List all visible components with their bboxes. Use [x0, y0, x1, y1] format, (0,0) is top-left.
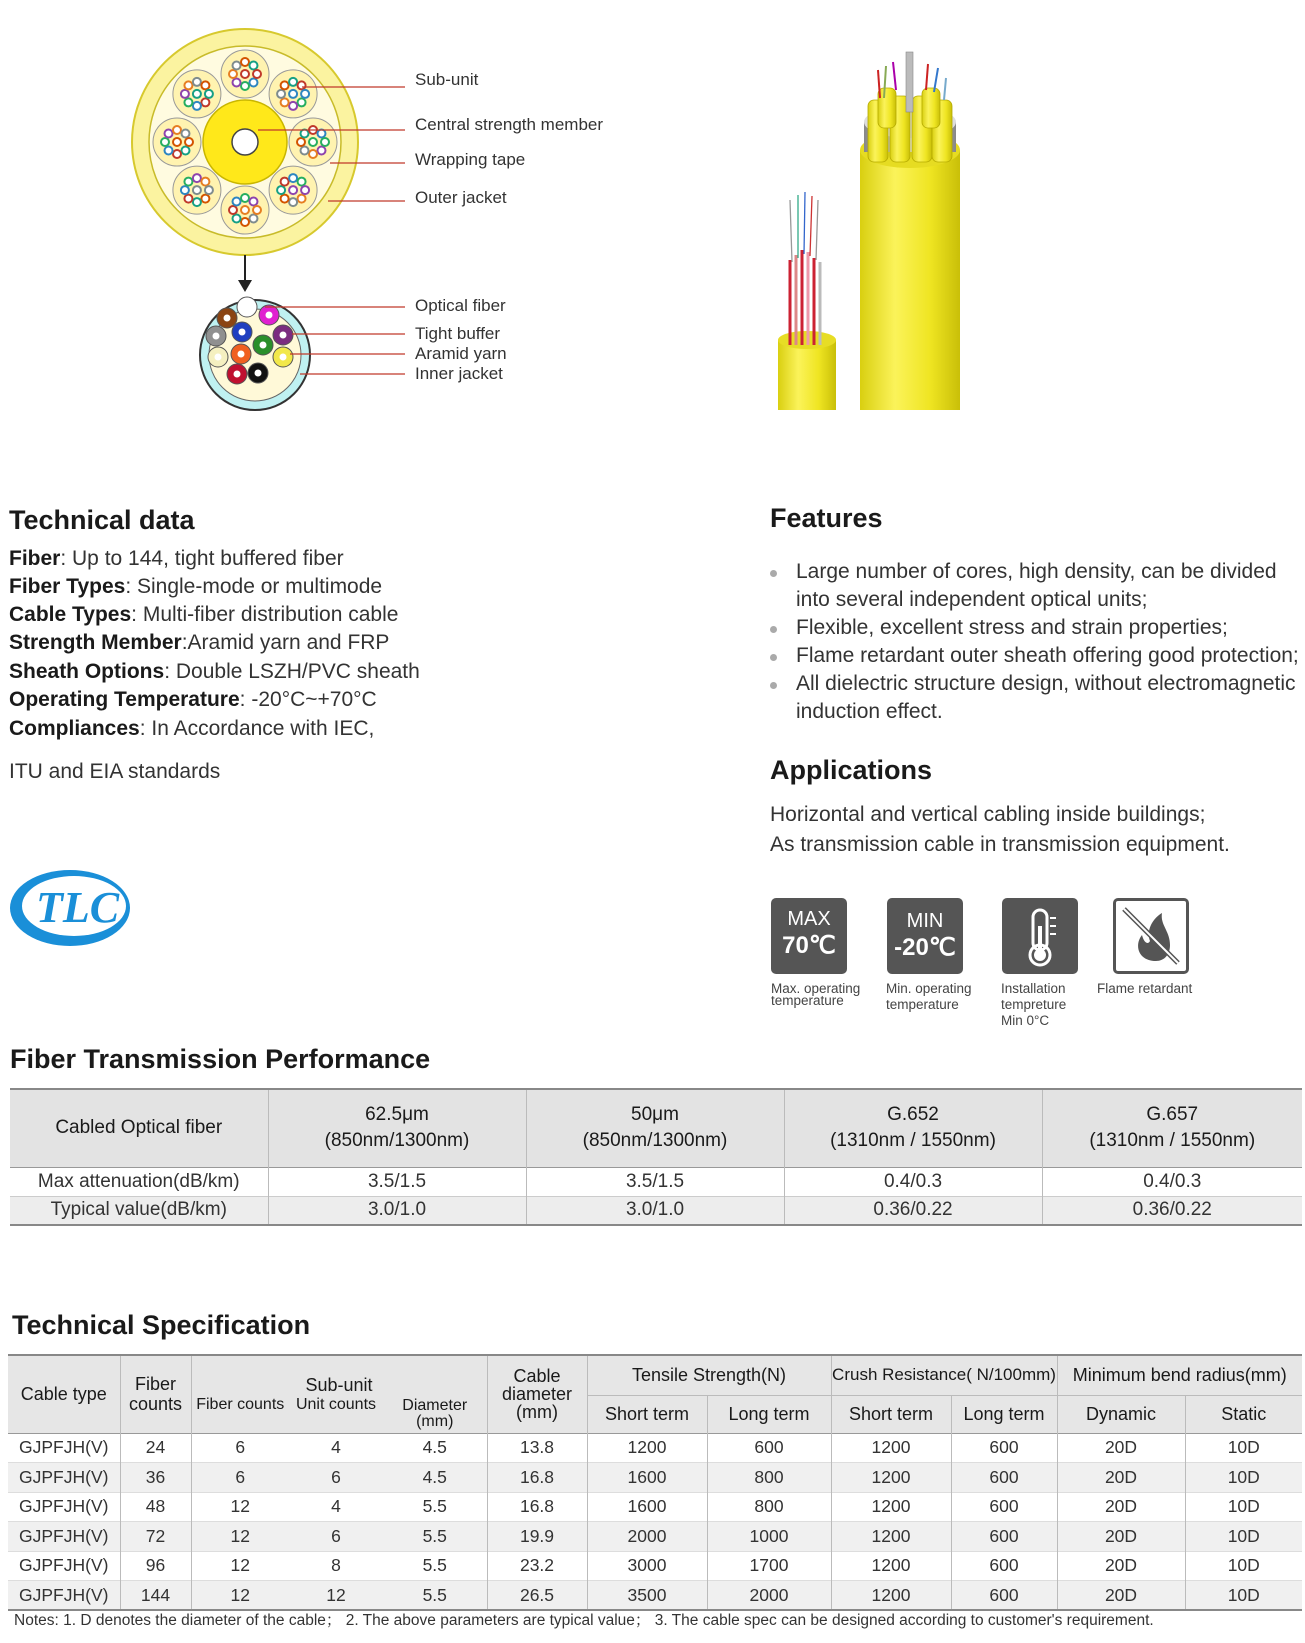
label-tight-buffer: Tight buffer — [415, 324, 501, 343]
table-cell: 12 — [326, 1584, 346, 1605]
feature-item: Flame retardant outer sheath offering good protection; — [768, 642, 1304, 670]
fiber-transmission-title: Fiber Transmission Performance — [10, 1044, 431, 1074]
tech-data-continuation: ITU and EIA standards — [9, 760, 221, 783]
table-cell: 10D — [1185, 1463, 1302, 1493]
table-cell: 8 — [331, 1555, 341, 1576]
table-cell: 20D — [1057, 1433, 1185, 1463]
max-temp-icon: MAX 70℃ — [771, 898, 847, 974]
table-cell: 12 — [191, 1492, 289, 1522]
tech-spec-title: Technical Specification — [12, 1310, 311, 1340]
label-inner-jacket: Inner jacket — [415, 364, 503, 383]
max-temp-caption: Max. operating temperature — [771, 981, 861, 1008]
table-cell: 800 — [707, 1463, 831, 1493]
feature-item: All dielectric structure design, without electromagnetic induction effect. — [768, 670, 1304, 726]
tlc-logo — [8, 868, 133, 948]
table-cell: 3.0/1.0 — [268, 1196, 526, 1225]
table-cell: 6 — [191, 1463, 289, 1493]
table-cell: 10D — [1185, 1522, 1302, 1552]
table-cell: 5.5 — [422, 1584, 447, 1605]
install-temp-caption: Installation tempreture Min 0°C — [1001, 981, 1067, 1028]
table-cell: GJPFJH(V) — [19, 1584, 109, 1605]
table-cell: 1200 — [587, 1433, 707, 1463]
table-cell: 0.36/0.22 — [784, 1196, 1042, 1225]
tlc-logo-mark — [8, 868, 133, 948]
header-bend: Minimum bend radius(mm) — [1057, 1355, 1302, 1395]
table-cell: 6 — [191, 1433, 289, 1463]
table-cell: 1700 — [707, 1551, 831, 1581]
table-cell: GJPFJH(V) — [19, 1555, 109, 1576]
header-fiber-counts: Fiber counts — [120, 1355, 191, 1433]
applications-title: Applications — [770, 755, 933, 785]
table-cell: 19.9 — [487, 1522, 587, 1552]
table-cell: 1200 — [831, 1551, 951, 1581]
header-cell: G.652 (1310nm / 1550nm) — [784, 1089, 1042, 1167]
header-cell: G.657 (1310nm / 1550nm) — [1042, 1089, 1302, 1167]
header-crush-short: Short term — [831, 1395, 951, 1433]
tech-data-line: Compliances: In Accordance with IEC, — [9, 717, 375, 740]
table-cell: 10D — [1185, 1551, 1302, 1581]
table-cell: 600 — [951, 1551, 1057, 1581]
fiber-transmission-table — [10, 1088, 1302, 1226]
table-cell: 600 — [951, 1581, 1057, 1611]
header-tensile: Tensile Strength(N) — [587, 1355, 831, 1395]
table-cell: 2000 — [707, 1581, 831, 1611]
table-cell: 600 — [951, 1433, 1057, 1463]
table-cell: 96 — [120, 1551, 191, 1581]
table-cell: 800 — [707, 1492, 831, 1522]
table-cell: 12 — [191, 1522, 289, 1552]
header-sub-unit-counts: Unit counts — [295, 1396, 377, 1413]
table-row — [8, 1551, 1302, 1581]
flame-retardant-caption: Flame retardant — [1097, 981, 1193, 996]
table-cell: 20D — [1057, 1522, 1185, 1552]
table-cell: 3000 — [587, 1551, 707, 1581]
header-crush: Crush Resistance( N/100mm) — [831, 1355, 1057, 1395]
min-temp-icon: MIN -20℃ — [887, 898, 963, 974]
table-cell: 600 — [707, 1433, 831, 1463]
min-temp-caption: Min. operating temperature — [886, 981, 972, 1012]
table-cell: 5.5 — [422, 1555, 447, 1576]
table-cell: 0.4/0.3 — [784, 1167, 1042, 1196]
table-cell: 1200 — [831, 1463, 951, 1493]
feature-item: Flexible, excellent stress and strain properties; — [768, 614, 1304, 642]
table-cell: 5.5 — [422, 1525, 447, 1546]
table-cell: 23.2 — [487, 1551, 587, 1581]
header-tensile-long: Long term — [707, 1395, 831, 1433]
tech-data-line: Operating Temperature: -20°C~+70°C — [9, 688, 377, 711]
table-cell: 0.36/0.22 — [1042, 1196, 1302, 1225]
table-cell: 4.5 — [422, 1466, 447, 1487]
table-cell: 600 — [951, 1492, 1057, 1522]
table-cell: 48 — [120, 1492, 191, 1522]
header-cell: 62.5μm (850nm/1300nm) — [268, 1089, 526, 1167]
table-cell: GJPFJH(V) — [19, 1437, 109, 1458]
table-cell: 1200 — [831, 1492, 951, 1522]
table-row — [8, 1433, 1302, 1463]
table-cell: 1000 — [707, 1522, 831, 1552]
application-line: Horizontal and vertical cabling inside buildings; — [770, 803, 1206, 826]
table-cell: 1600 — [587, 1492, 707, 1522]
header-sub-unit: Sub-unit — [191, 1355, 487, 1395]
table-cell: 12 — [191, 1581, 289, 1611]
table-cell: 1200 — [831, 1433, 951, 1463]
feature-item: Large number of cores, high density, can be divided into several independent optical units; — [768, 558, 1304, 614]
table-cell: 4 — [331, 1496, 341, 1517]
tech-data-line: Fiber: Up to 144, tight buffered fiber — [9, 547, 344, 570]
header-bend-dynamic: Dynamic — [1057, 1395, 1185, 1433]
application-line: As transmission cable in transmission equipment. — [770, 833, 1230, 856]
table-cell: 26.5 — [487, 1581, 587, 1611]
table-cell: Typical value(dB/km) — [50, 1199, 227, 1221]
header-cell: 50μm (850nm/1300nm) — [526, 1089, 784, 1167]
table-row — [10, 1167, 1302, 1196]
technical-data-title: Technical data — [9, 505, 195, 535]
table-cell: 3500 — [587, 1581, 707, 1611]
table-cell: 1200 — [831, 1581, 951, 1611]
table-header-row — [8, 1395, 1302, 1433]
table-cell: 10D — [1185, 1581, 1302, 1611]
features-list — [768, 558, 1304, 726]
table-cell: 24 — [120, 1433, 191, 1463]
table-row — [10, 1196, 1302, 1225]
tech-data-line: Strength Member:Aramid yarn and FRP — [9, 631, 390, 654]
flame-retardant-icon — [1113, 898, 1189, 974]
label-optical-fiber: Optical fiber — [415, 296, 506, 315]
table-cell: 12 — [191, 1551, 289, 1581]
table-cell: 16.8 — [487, 1492, 587, 1522]
tech-data-line: Fiber Types: Single-mode or multimode — [9, 575, 383, 598]
table-cell: 13.8 — [487, 1433, 587, 1463]
header-cell: Cabled Optical fiber — [10, 1089, 268, 1167]
table-cell: 20D — [1057, 1581, 1185, 1611]
table-cell: 20D — [1057, 1463, 1185, 1493]
label-outer-jacket: Outer jacket — [415, 188, 507, 207]
label-wrapping-tape: Wrapping tape — [415, 150, 526, 169]
table-cell: 3.5/1.5 — [526, 1167, 784, 1196]
table-cell: 6 — [331, 1466, 341, 1487]
table-cell: 144 — [120, 1581, 191, 1611]
table-cell: 3.5/1.5 — [268, 1167, 526, 1196]
notes: Notes: 1. D denotes the diameter of the cable； 2. The above parameters are typical value； 3. The cable spec can be designed according to customer's requirement. — [14, 1612, 1154, 1629]
table-cell: 10D — [1185, 1492, 1302, 1522]
table-cell: 1600 — [587, 1463, 707, 1493]
label-aramid-yarn: Aramid yarn — [415, 344, 507, 363]
label-sub-unit: Sub-unit — [415, 70, 479, 89]
table-row — [8, 1463, 1302, 1493]
table-cell: 1200 — [831, 1522, 951, 1552]
table-cell: 4.5 — [422, 1437, 447, 1458]
header-crush-long: Long term — [951, 1395, 1057, 1433]
table-cell: 16.8 — [487, 1463, 587, 1493]
table-cell: 2000 — [587, 1522, 707, 1552]
table-cell: GJPFJH(V) — [19, 1466, 109, 1487]
table-row — [8, 1492, 1302, 1522]
table-row — [8, 1522, 1302, 1552]
cable-product-illustration — [760, 45, 960, 410]
header-tensile-short: Short term — [587, 1395, 707, 1433]
table-cell: 5.5 — [422, 1496, 447, 1517]
thermometer-icon — [1002, 898, 1078, 974]
tech-data-line: Sheath Options: Double LSZH/PVC sheath — [9, 660, 420, 683]
features-title: Features — [770, 503, 883, 533]
tech-data-line: Cable Types: Multi-fiber distribution cable — [9, 603, 399, 626]
table-cell: 600 — [951, 1522, 1057, 1552]
header-cable-diameter: Cable diameter (mm) — [487, 1355, 587, 1433]
table-cell: GJPFJH(V) — [19, 1525, 109, 1546]
table-cell: 20D — [1057, 1551, 1185, 1581]
table-header-row — [8, 1355, 1302, 1395]
logo-text: TLC — [36, 883, 120, 932]
table-cell: 72 — [120, 1522, 191, 1552]
table-cell: 20D — [1057, 1492, 1185, 1522]
table-cell: 600 — [951, 1463, 1057, 1493]
header-sub-fiber-counts: Fiber counts — [191, 1395, 289, 1433]
table-cell: 10D — [1185, 1433, 1302, 1463]
header-sub-diameter: Diameter (mm) — [402, 1396, 468, 1430]
table-row — [8, 1581, 1302, 1611]
label-central-strength-member: Central strength member — [415, 115, 604, 134]
table-cell: 3.0/1.0 — [526, 1196, 784, 1225]
table-header-row — [10, 1089, 1302, 1167]
header-cable-type: Cable type — [20, 1384, 107, 1405]
table-cell: 36 — [120, 1463, 191, 1493]
table-cell: Max attenuation(dB/km) — [37, 1170, 240, 1192]
header-bend-static: Static — [1185, 1395, 1302, 1433]
table-cell: 6 — [331, 1525, 341, 1546]
tech-spec-table — [8, 1354, 1302, 1611]
table-cell: GJPFJH(V) — [19, 1496, 109, 1517]
table-cell: 0.4/0.3 — [1042, 1167, 1302, 1196]
table-cell: 4 — [331, 1437, 341, 1458]
